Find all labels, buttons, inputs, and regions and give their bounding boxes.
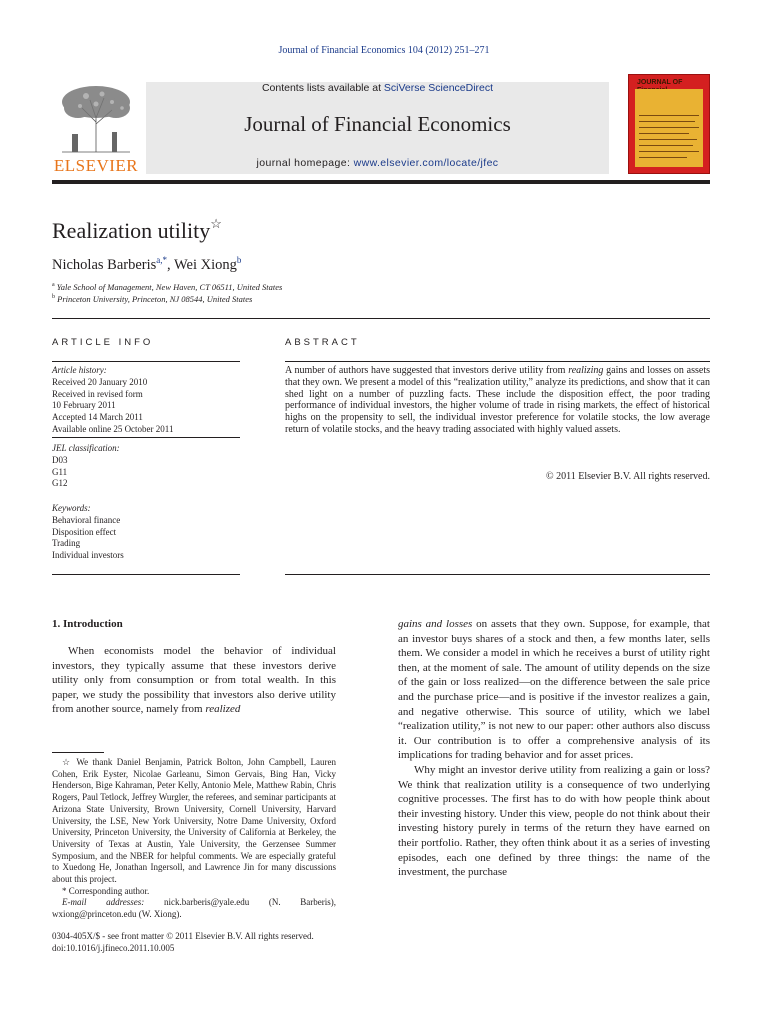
jel-code: G12 xyxy=(52,478,68,489)
intro-paragraph: Why might an investor derive utility from realizing a gain or loss? We think that realization utility is a consequence of two underlying cognitive processes. The first has to do with how people think about their investing history. Under this view, people do not think about their investing history purely in terms of the return they have earned on their portfolio. Rather, they often think about it as a series of investing episodes, each one defined by three things: the name of the investment, the purchase xyxy=(398,763,710,879)
author-barberis: Nicholas Barberis xyxy=(52,256,157,273)
cover-line xyxy=(639,127,699,128)
acknowledgement-footnote: ☆ We thank Daniel Benjamin, Patrick Bolton, John Campbell, Lauren Cohen, Erik Eyster, Nicolae Garleanu, Simon Gervais, Bing Han, Vicky Henderson, Bige Kahraman, Peter Kelly, Antonio Mele, Matthew Rabin, Chris Rogers, Paul Tetlock, Jeffrey Wurgler, the referees, and seminar participants at Arizona State University, Brown University, Cornell University, Harvard University, the LSE, New York University, Notre Dame University, Oxford University, Princeton University, the University of California at Berkeley, the University of Texas at Austin, Yale University, the Gerzensee Summer Symposium, and the NBER for helpful comments. We are especially grateful to Xuedong He, Jonathan Ingersoll, and Lawrence Jin for many discussions about this project. xyxy=(52,757,336,885)
info-bottom-rule xyxy=(52,574,240,575)
history-item: Accepted 14 March 2011 xyxy=(52,412,143,423)
history-item: Received 20 January 2010 xyxy=(52,376,148,387)
article-info-rule xyxy=(52,437,240,438)
elsevier-tree-icon xyxy=(52,82,140,154)
cover-line xyxy=(639,157,687,158)
cover-title: JOURNAL OF xyxy=(637,79,683,86)
intro-left-column: When economists model the behavior of individual investors, they typically assume that these investors derive utility only from consumption or from total wealth. In this paper, we study the possibility that investors also derive utility from another source, namely from realized xyxy=(52,645,336,716)
cover-line xyxy=(639,121,695,122)
cover-line xyxy=(639,151,699,152)
email-footnote: E-mail addresses: nick.barberis@yale.edu (N. Barberis), wxiong@princeton.edu (W. Xiong). xyxy=(52,897,336,920)
header-divider xyxy=(52,180,710,184)
journal-citation: Journal of Financial Economics 104 (2012) 251–271 xyxy=(278,45,490,56)
contents-line: Contents lists available at SciVerse ScienceDirect xyxy=(261,82,494,94)
keywords: Keywords: Behavioral finance Disposition effect Trading Individual investors xyxy=(52,503,240,562)
section-heading-introduction: 1. Introduction xyxy=(52,618,123,630)
elsevier-wordmark: ELSEVIER xyxy=(53,156,139,175)
history-item: 10 February 2011 xyxy=(52,400,116,411)
author-xiong: , Wei Xiong xyxy=(167,256,237,273)
sciencedirect-link[interactable]: SciVerse ScienceDirect xyxy=(383,82,494,94)
homepage-link[interactable]: www.elsevier.com/locate/jfec xyxy=(353,157,499,169)
intro-right-column xyxy=(398,617,710,880)
journal-homepage: journal homepage: www.elsevier.com/locate/jfec xyxy=(256,157,499,169)
footnote-divider xyxy=(52,752,104,753)
doi-link[interactable]: doi:10.1016/j.jfineco.2011.10.005 xyxy=(52,943,175,953)
keyword: Trading xyxy=(52,538,81,549)
journal-title: Journal of Financial Economics xyxy=(244,112,511,136)
affiliation-a: $^a$ Yale School of Management, New Haven, CT 06511, United States xyxy=(52,282,283,292)
abstract-bottom-rule xyxy=(285,574,710,575)
cover-panel xyxy=(635,89,703,167)
journal-cover-thumbnail xyxy=(628,74,710,174)
article-history: Article history: Received 20 January 2010 Received in revised form 10 February 2011 Accepted 14 March 2011 Available online 25 October 2011 xyxy=(52,365,240,436)
abstract-rule xyxy=(285,361,710,362)
jel-code: D03 xyxy=(52,454,68,465)
intro-paragraph: gains and losses on assets that they own. Suppose, for example, that an investor buys shares of a stock and then, a few months later, sells them. We consider a model in which he receives a burst of utility right then, at the moment of sale. The amount of utility depends on the size of the gain or loss realized—on the difference between the sale price and the purchase price—and is positive if the investor realizes a gain, and negative otherwise. This source of utility, which we label “realization utility,” is not new to our paper: other authors also discuss it. Our contribution is to offer a comprehensive analysis of its implications for trading behavior and for asset prices. xyxy=(398,618,710,762)
history-item: Available online 25 October 2011 xyxy=(52,423,174,434)
title-divider xyxy=(52,318,710,319)
keyword: Disposition effect xyxy=(52,526,117,537)
footnotes xyxy=(52,757,336,921)
article-title: Realization utility☆ xyxy=(52,216,222,243)
title-footnote-star-icon[interactable]: ☆ xyxy=(210,216,222,231)
author1-affiliation-link[interactable]: a, xyxy=(156,255,163,265)
corresponding-author-footnote: * Corresponding author. xyxy=(62,885,150,896)
jel-code: G11 xyxy=(52,466,68,477)
cover-line xyxy=(639,145,693,146)
elsevier-logo xyxy=(52,82,140,174)
abstract-heading: ABSTRACT xyxy=(285,337,360,348)
affiliation-b: $^b$ Princeton University, Princeton, NJ 08544, United States xyxy=(52,294,253,304)
keyword: Behavioral finance xyxy=(52,514,121,525)
history-item: Received in revised form xyxy=(52,388,143,399)
article-info-rule xyxy=(52,361,240,362)
author-list xyxy=(52,255,241,274)
keyword: Individual investors xyxy=(52,550,124,561)
cover-line xyxy=(639,133,689,134)
cover-line xyxy=(639,115,699,116)
corresponding-author-link[interactable]: * xyxy=(162,255,168,265)
abstract-text: A number of authors have suggested that investors derive utility from realizing gains and losses on assets that they own. We present a model of this “realization utility,” analyze its predictions, and show that it can shed light on a number of puzzling facts. These include the disposition effect, the poor trading performance of individual investors, the higher volume of trade in rising markets, the effect of historical highs on the propensity to sell, the individual investor preference for volatile stocks, the low average return of volatile stocks, and the heavy trading associated with highly valued assets. xyxy=(285,365,710,435)
journal-banner xyxy=(146,82,609,174)
jel-classification: JEL classification: D03 G11 G12 xyxy=(52,443,240,490)
abstract-copyright: © 2011 Elsevier B.V. All rights reserved. xyxy=(546,471,710,482)
cover-line xyxy=(639,139,697,140)
issn-line: 0304-405X/$ - see front matter © 2011 Elsevier B.V. All rights reserved. xyxy=(52,931,314,941)
author2-affiliation-link[interactable]: b xyxy=(236,255,242,265)
publication-meta xyxy=(52,930,352,954)
article-info-heading: ARTICLE INFO xyxy=(52,337,154,348)
